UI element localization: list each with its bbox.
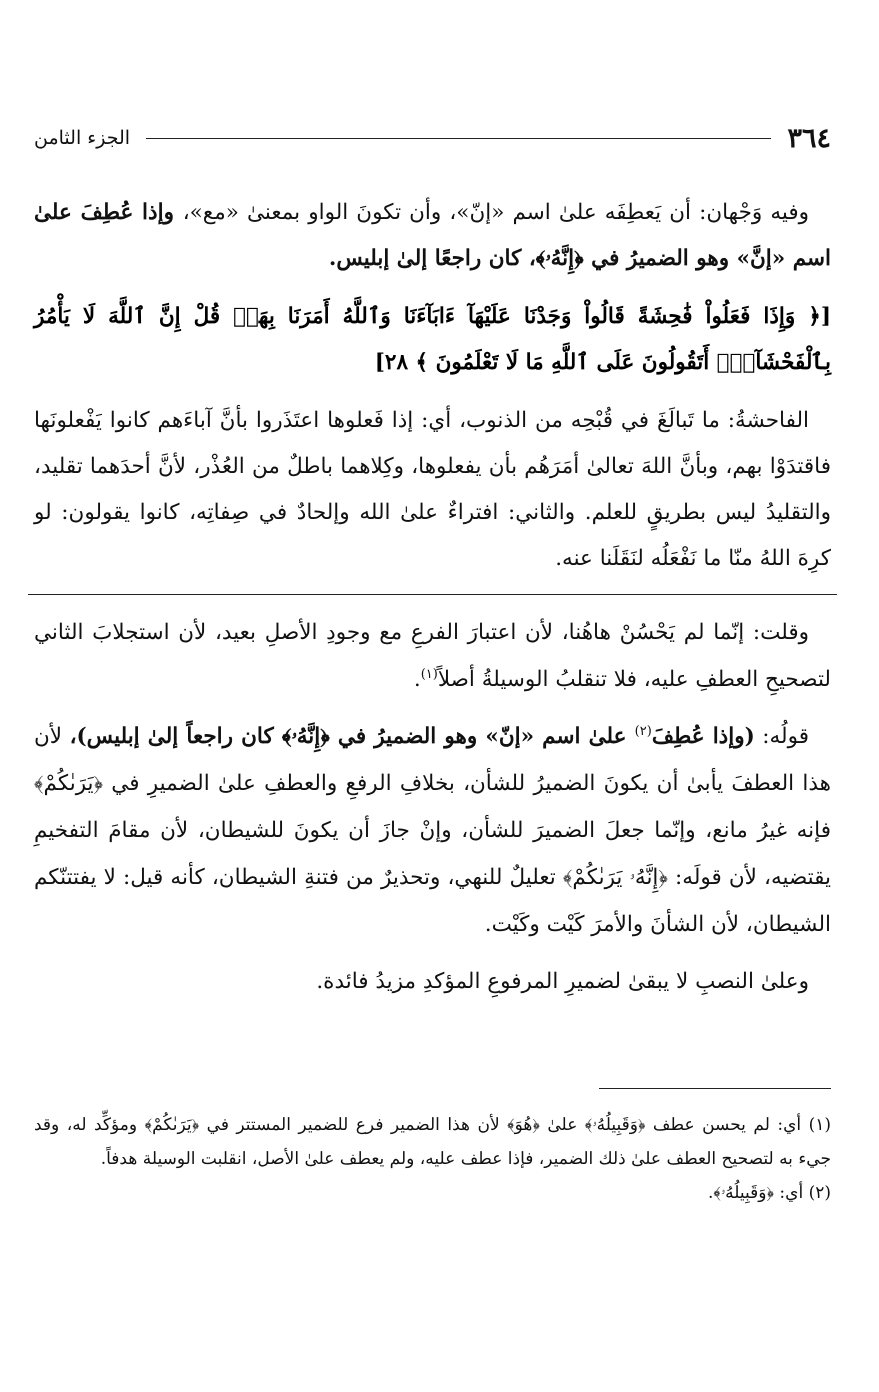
- quoted-text: (وإذا عُطِفَ: [651, 724, 755, 749]
- footnote: (٢) أي: ﴿وَقَبِيلُهُۥ﴾.: [707, 1183, 831, 1203]
- footnotes: [34, 1108, 831, 1210]
- main-text: [34, 190, 831, 582]
- footnote-marker: (٢): [634, 723, 652, 739]
- commentary-text: [34, 609, 831, 1005]
- header-rule: [146, 138, 771, 139]
- paragraph-text: لأن هذا العطفَ يأبىٰ أن يكونَ الضميرُ للشأن، بخلافِ الرفعِ والعطفِ علىٰ الضميرِ في ﴿يَرَىٰكُمْ﴾ فإنه غيرُ مانع، وإنّما جعلَ الضميرَ للشأن، وإنْ جازَ أن يكونَ للشيطان، لأن مقامَ التفخيمِ يقتضيه، لأن قولَه: ﴿إِنَّهُۥ يَرَىٰكُمْ﴾ تعليلٌ للنهي، وتحذيرٌ من فتنةِ الشيطان، كأنه قيل: لا يفتتنّكم الشيطان، لأن الشأنَ والأمرَ كَيْت وكَيْت.: [34, 724, 831, 937]
- footnote-marker: (١): [420, 666, 438, 682]
- commentary-paragraph: وعلىٰ النصبِ لا يبقىٰ لضميرِ المرفوعِ المؤكدِ مزيدُ فائدة.: [316, 969, 809, 994]
- page-number: ٣٦٤: [787, 122, 831, 154]
- commentary-paragraph: [34, 609, 831, 703]
- footnote: (١) أي: لم يحسن عطف ﴿وَقَبِيلُهُۥ﴾ علىٰ ﴿هُوَ﴾ لأن هذا الضمير فرع للضمير المستتر في ﴿يَرَىٰكُمْ﴾ ومؤكِّد له، وقد جيء به لتصحيح العطف علىٰ ذلك الضمير، فإذا عطف عليه، ولم يعطف علىٰ الأصل، انقلبت الوسيلة هدفاً.: [34, 1115, 831, 1169]
- quran-verse: [﴿ وَإِذَا فَعَلُواْ فَٰحِشَةً قَالُواْ وَجَدْنَا عَلَيْهَآ ءَابَآءَنَا وَٱللَّهُ أَمَرَنَا بِهَاۗ قُلْ إِنَّ ٱللَّهَ لَا يَأْمُرُ بِٱلْفَحْشَآءِۖ أَتَقُولُونَ عَلَى ٱللَّهِ مَا لَا تَعْلَمُونَ ﴾ ٢٨]: [34, 304, 831, 375]
- paragraph-text: قولُه:: [754, 724, 809, 749]
- paragraph-text: وقلت: إنّما لم يَحْسُنْ هاهُنا، لأن اعتبارَ الفرعِ مع وجودِ الأصلِ بعيد، لأن استجلابَ الثاني لتصحيحِ العطفِ عليه، فلا تنقلبُ الوسيلةُ أصلاً: [34, 620, 831, 692]
- commentary-paragraph: [34, 713, 831, 948]
- page-body: [34, 190, 831, 1015]
- paragraph-text: وفيه وَجْهان: أن يَعطِفَه علىٰ اسم «إنّ»، وأن تكونَ الواو بمعنىٰ «مع»،: [182, 200, 809, 225]
- main-paragraph: الفاحشةُ: ما تَبالَغَ في قُبْحِه من الذنوب، أي: إذا فَعلوها اعتَذَروا بأنَّ آباءَهم كانوا يَفْعلونَها فاقتدَوْا بهم، وبأنَّ اللهَ تعالىٰ أمَرَهُم بأن يفعلوها، وكِلاهما باطلٌ من العُذْر، لأنَّ أحدَهما تقليد، والتقليدُ ليس بطريقٍ للعلم. والثاني: افتراءٌ علىٰ الله وإلحادٌ في صِفاتِه، كانوا يقولون: لو كرِهَ اللهُ منّا ما نَفْعَلُه لنَقَلَنا عنه.: [34, 408, 831, 571]
- page-header: [34, 118, 831, 158]
- footnote-rule: [599, 1088, 831, 1089]
- quoted-text: علىٰ اسم «إنّ» وهو الضميرُ في ﴿إِنَّهُۥ﴾ كان راجعاً إلىٰ إبليس)،: [69, 724, 635, 749]
- paragraph-end: .: [413, 667, 421, 692]
- part-title: الجزء الثامن: [34, 127, 131, 149]
- section-divider: [28, 594, 837, 595]
- paragraph-bold-text: وإذا عُطِفَ علىٰ اسم «إنَّ» وهو الضميرُ في ﴿إِنَّهُۥ﴾، كان راجعًا إلىٰ إبليس.: [34, 200, 831, 271]
- main-paragraph: [34, 190, 831, 282]
